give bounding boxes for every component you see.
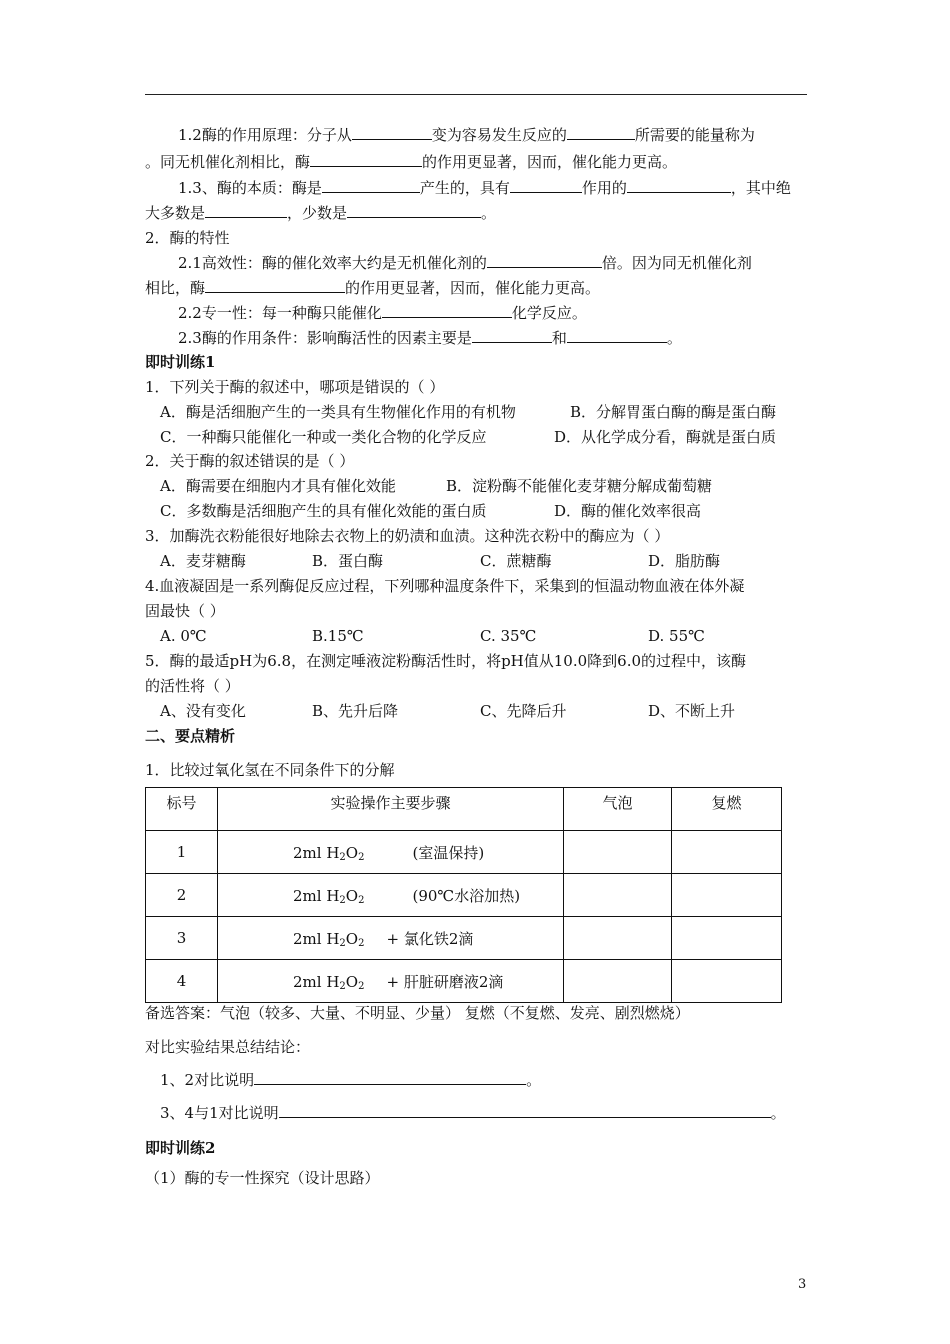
- section-2-1-line1: 2.1高效性：酶的催化效率大约是无机催化剂的 倍。因为同无机催化剂: [178, 254, 752, 272]
- question-2-option-d: D．酶的催化效率很高: [554, 502, 702, 520]
- experiment-table: [145, 787, 782, 1003]
- question-1-option-d: D．从化学成分看，酶就是蛋白质: [554, 428, 777, 446]
- question-3-option-c: C．蔗糖酶: [480, 552, 552, 570]
- section-1-3-line1: 1.3、酶的本质：酶是 产生的，具有 作用的 ，其中绝: [178, 179, 791, 197]
- blank[interactable]: [205, 278, 345, 293]
- blank[interactable]: [382, 303, 512, 318]
- row-number: 3: [146, 917, 218, 960]
- table-header-row: [146, 788, 782, 831]
- question-4-stem-line1: 4.血液凝固是一系列酶促反应过程，下列哪种温度条件下，采集到的恒温动物血液在体外凝: [145, 577, 745, 595]
- blank[interactable]: [472, 328, 552, 343]
- question-4-option-a: A. 0℃: [160, 627, 207, 645]
- blank[interactable]: [310, 152, 422, 167]
- question-2-option-b: B．淀粉酶不能催化麦芽糖分解成葡萄糖: [446, 477, 713, 495]
- question-1-option-b: B．分解胃蛋白酶的酶是蛋白酶: [570, 403, 777, 421]
- experiment-title: 1．比较过氧化氢在不同条件下的分解: [145, 761, 395, 779]
- table-row: [146, 831, 782, 874]
- conclusion-1: 1、2对比说明 。: [160, 1071, 542, 1089]
- row-step: 2ml $H_2O_2$ (90℃水浴加热): [218, 874, 564, 917]
- table-row: [146, 960, 782, 1003]
- blank[interactable]: [487, 253, 602, 268]
- row-number: 2: [146, 874, 218, 917]
- training-2-title: 即时训练2: [145, 1139, 216, 1157]
- question-5-option-d: D、不断上升: [648, 702, 736, 720]
- blank[interactable]: [322, 178, 420, 193]
- row-number: 4: [146, 960, 218, 1003]
- row-number: 1: [146, 831, 218, 874]
- question-3-stem: 3．加酶洗衣粉能很好地除去衣物上的奶渍和血渍。这种洗衣粉中的酶应为（ ）: [145, 527, 670, 545]
- question-4-option-b: B.15℃: [312, 627, 364, 645]
- bubble-cell[interactable]: [564, 917, 672, 960]
- blank[interactable]: [347, 203, 481, 218]
- row-step: 2ml $H_2O_2$ + 肝脏研磨液2滴: [218, 960, 564, 1003]
- table-row: [146, 874, 782, 917]
- question-3-option-d: D．脂肪酶: [648, 552, 721, 570]
- table-row: [146, 917, 782, 960]
- question-1-option-c: C．一种酶只能催化一种或一类化合物的化学反应: [160, 428, 487, 446]
- bubble-cell[interactable]: [564, 960, 672, 1003]
- question-4-stem-line2: 固最快（ ）: [145, 602, 225, 620]
- header-number: 标号: [146, 788, 218, 831]
- reignite-cell[interactable]: [672, 960, 782, 1003]
- header-steps: 实验操作主要步骤: [218, 788, 564, 831]
- header-reignite: 复燃: [672, 788, 782, 831]
- question-4-option-d: D. 55℃: [648, 627, 705, 645]
- blank[interactable]: [205, 203, 287, 218]
- section-key-points-title: 二、要点精析: [145, 727, 236, 745]
- section-2-1-line2: 相比，酶 的作用更显著，因而，催化能力更高。: [145, 279, 601, 297]
- header-bubbles: 气泡: [564, 788, 672, 831]
- question-1-option-a: A．酶是活细胞产生的一类具有生物催化作用的有机物: [160, 403, 516, 421]
- question-4-option-c: C. 35℃: [480, 627, 537, 645]
- question-1-stem: 1．下列关于酶的叙述中，哪项是错误的（ ）: [145, 378, 445, 396]
- question-5-stem-line2: 的活性将（ ）: [145, 677, 240, 695]
- blank[interactable]: [627, 178, 731, 193]
- blank[interactable]: [567, 125, 635, 140]
- blank[interactable]: [352, 125, 432, 140]
- blank[interactable]: [510, 178, 582, 193]
- question-3-option-a: A．麦芽糖酶: [160, 552, 246, 570]
- page-number: 3: [798, 1277, 807, 1292]
- question-5-stem-line1: 5．酶的最适pH为6.8，在测定唾液淀粉酶活性时，将pH值从10.0降到6.0的过程中，该酶: [145, 652, 747, 670]
- section-1-2-line1: 1.2酶的作用原理：分子从 变为容易发生反应的 所需要的能量称为: [178, 126, 755, 144]
- section-2-title: 2．酶的特性: [145, 229, 230, 247]
- question-5-option-c: C、先降后升: [480, 702, 567, 720]
- blank[interactable]: [254, 1070, 526, 1085]
- reignite-cell[interactable]: [672, 874, 782, 917]
- section-1-2-line2: 。同无机催化剂相比，酶 的作用更显著，因而，催化能力更高。: [145, 153, 678, 171]
- question-2-option-c: C．多数酶是活细胞产生的具有催化效能的蛋白质: [160, 502, 487, 520]
- conclusion-prompt: 对比实验结果总结结论：: [145, 1038, 311, 1056]
- blank[interactable]: [567, 328, 667, 343]
- blank[interactable]: [279, 1103, 771, 1118]
- section-2-2: 2.2专一性：每一种酶只能催化 化学反应。: [178, 304, 587, 322]
- training-1-title: 即时训练1: [145, 353, 216, 371]
- section-2-3: 2.3酶的作用条件：影响酶活性的因素主要是 和 。: [178, 329, 682, 347]
- question-3-option-b: B．蛋白酶: [312, 552, 384, 570]
- reignite-cell[interactable]: [672, 831, 782, 874]
- bubble-cell[interactable]: [564, 874, 672, 917]
- reignite-cell[interactable]: [672, 917, 782, 960]
- answer-options: 备选答案：气泡（较多、大量、不明显、少量） 复燃（不复燃、发亮、剧烈燃烧）: [145, 1004, 690, 1022]
- question-5-option-a: A、没有变化: [160, 702, 246, 720]
- question-2-option-a: A．酶需要在细胞内才具有催化效能: [160, 477, 396, 495]
- row-step: 2ml $H_2O_2$ (室温保持): [218, 831, 564, 874]
- question-2-stem: 2．关于酶的叙述错误的是（ ）: [145, 452, 355, 470]
- bubble-cell[interactable]: [564, 831, 672, 874]
- training-2-item: （1）酶的专一性探究（设计思路）: [145, 1169, 380, 1187]
- section-1-3-line2: 大多数是 ，少数是 。: [145, 204, 497, 222]
- header-rule: [145, 94, 807, 95]
- question-5-option-b: B、先升后降: [312, 702, 399, 720]
- conclusion-2: 3、4与1对比说明 。: [160, 1104, 786, 1122]
- row-step: 2ml $H_2O_2$ + 氯化铁2滴: [218, 917, 564, 960]
